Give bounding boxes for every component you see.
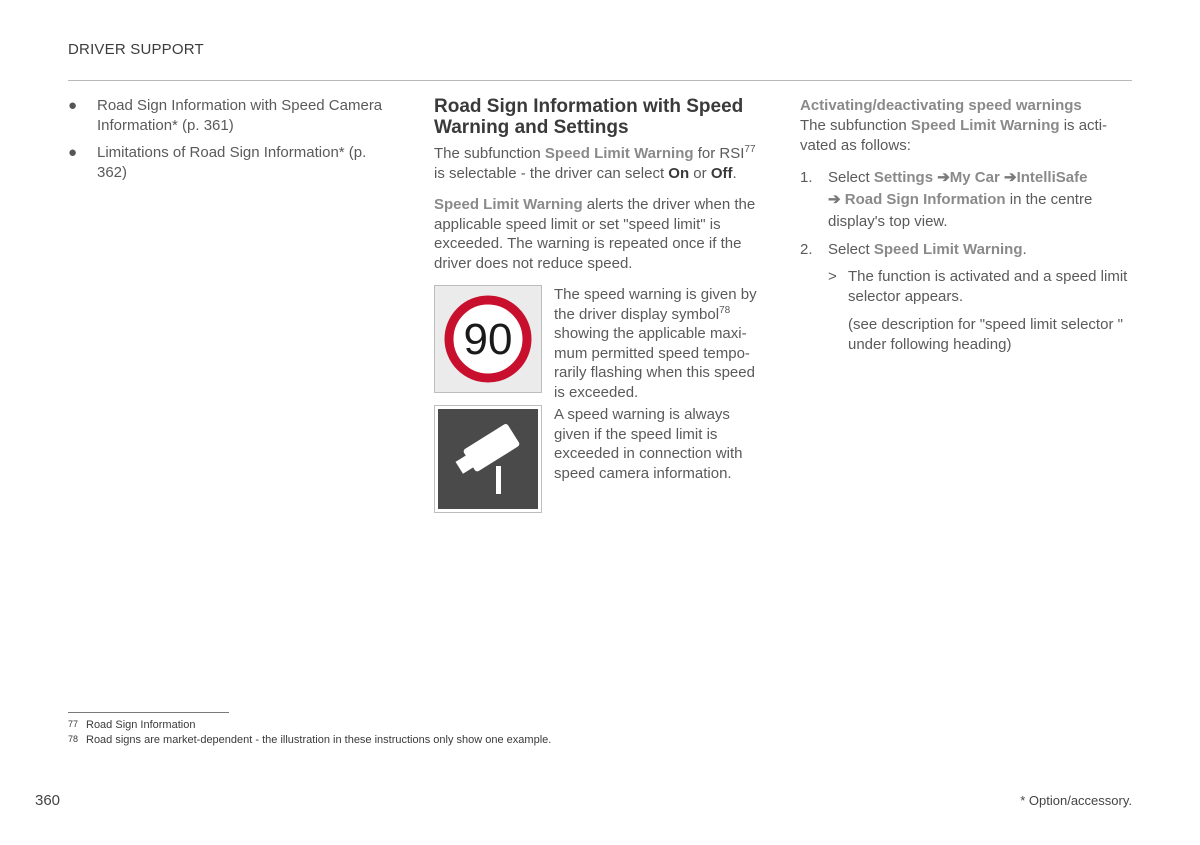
arrow-right-icon: ➔	[937, 169, 950, 186]
footnote-77	[68, 717, 195, 732]
related-links	[68, 96, 398, 190]
term-speed-limit-warning: Speed Limit Warning	[434, 196, 583, 213]
speed-limit-sign-icon	[435, 286, 541, 392]
footnote-78	[68, 732, 551, 747]
menu-road-sign-information: Road Sign Information	[844, 191, 1006, 208]
menu-settings: Settings	[873, 169, 934, 186]
activation-intro: The subfunction Speed Limit Warning is acti-vated as follows:	[800, 117, 1108, 154]
footnote-ref-77[interactable]: 77	[744, 144, 756, 155]
activation-heading: Activating/deactivating speed warnings	[800, 97, 1082, 114]
option-on: On	[668, 164, 690, 182]
footnote-number: 78	[68, 734, 79, 744]
step-number: 2.	[800, 241, 813, 258]
step-number: 1.	[800, 169, 813, 186]
related-link-limitations[interactable]	[68, 143, 398, 183]
bullet-icon: ●	[68, 97, 78, 114]
speed-sign-caption: The speed warning is given by the driver display symbol$^{78}$ showing the applicable maxi-mum permitted speed tempo-rarily flashing when this speed is exceeded.	[554, 286, 757, 401]
step-2: 2. Select Speed Limit Warning.	[800, 239, 1135, 261]
related-link-text[interactable]: Road Sign Information with Speed Camera Information* (p. 361)	[97, 97, 383, 134]
step-note: (see description for "speed limit selector " under following heading)	[848, 316, 1123, 353]
footnote-text: Road signs are market-dependent - the illustration in these instructions only show one example.	[86, 734, 552, 746]
intro-paragraph: The subfunction Speed Limit Warning for RSI$^{77}$ is selectable - the driver can select On or Off.	[434, 144, 756, 182]
activation-section	[800, 96, 1135, 363]
result-marker-icon: >	[828, 268, 837, 285]
footnote-text: Road Sign Information	[86, 719, 196, 731]
speed-camera-caption: A speed warning is always given if the speed limit is exceeded in connection with speed camera information.	[554, 406, 743, 482]
menu-intellisafe: IntelliSafe	[1016, 169, 1088, 186]
related-link-text[interactable]: Limitations of Road Sign Information* (p. 362)	[97, 144, 367, 181]
menu-my-car: My Car	[949, 169, 1000, 186]
section-heading: Road Sign Information with Speed Warning and Settings	[434, 96, 744, 138]
related-link-camera[interactable]	[68, 96, 398, 136]
footnote-ref-78[interactable]: 78	[719, 304, 731, 316]
arrow-right-icon: ➔	[1004, 169, 1017, 186]
speed-limit-sign-image	[434, 285, 542, 393]
option-accessory-note: * Option/accessory.	[1020, 793, 1132, 808]
header-divider	[68, 80, 1132, 81]
term-speed-limit-warning: Speed Limit Warning	[910, 117, 1060, 134]
alert-paragraph: Speed Limit Warning alerts the driver when the applicable speed limit or set "speed limit" is exceeded. The warning is repeated once if the driver does not reduce speed.	[434, 196, 756, 272]
speed-camera-icon	[435, 406, 541, 512]
option-off: Off	[710, 164, 733, 182]
bullet-icon: ●	[68, 144, 78, 161]
term-speed-limit-warning: Speed Limit Warning	[544, 145, 694, 162]
chapter-header: DRIVER SUPPORT	[68, 41, 204, 58]
menu-speed-limit-warning: Speed Limit Warning	[873, 241, 1023, 258]
step-result: > The function is activated and a speed limit selector appears.	[828, 268, 1128, 305]
footnote-number: 77	[68, 719, 79, 729]
speed-camera-figure	[434, 405, 766, 523]
main-section	[434, 96, 766, 523]
arrow-right-icon: ➔	[828, 191, 841, 208]
sign-speed-value: 90	[463, 315, 513, 364]
footnote-divider	[68, 712, 229, 713]
page-number: 360	[35, 792, 61, 809]
speed-camera-sign-image	[434, 405, 542, 513]
step-1: 1. Select Settings ➔My Car ➔IntelliSafe ➔ Road Sign Information in the centre display's top view.	[800, 169, 1093, 230]
speed-sign-figure	[434, 285, 766, 405]
